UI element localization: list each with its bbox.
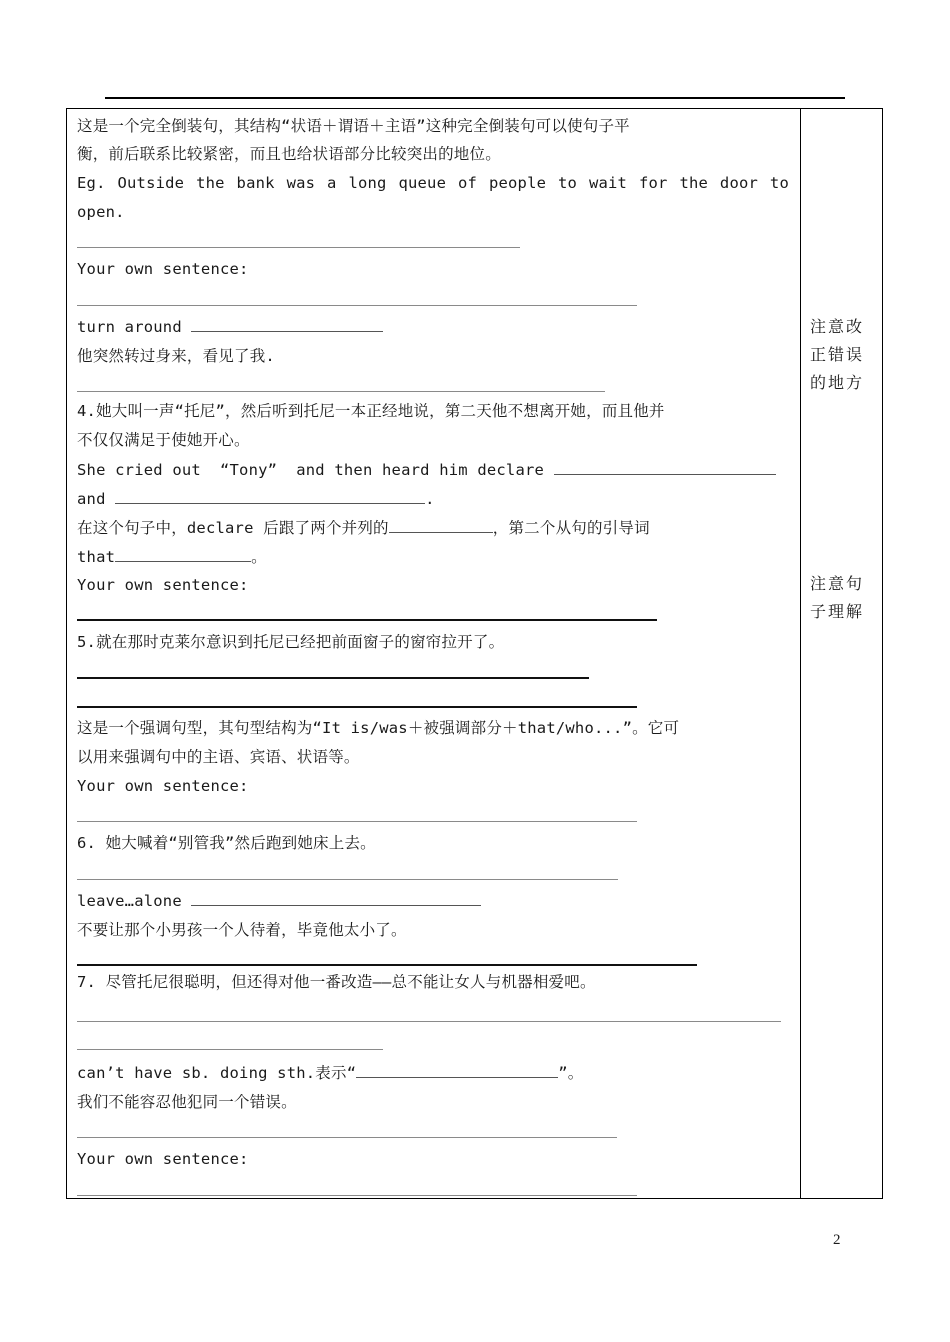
text-line: 我们不能容忍他犯同一个错误。: [77, 1093, 297, 1111]
answer-blank[interactable]: [389, 518, 493, 533]
grammar-note: [77, 518, 650, 538]
answer-blank[interactable]: [191, 317, 383, 332]
side-note-line: 注意句: [810, 574, 865, 593]
answer-line[interactable]: [77, 677, 589, 679]
sentence-with-blank: and .: [77, 490, 435, 508]
answer-line[interactable]: [77, 247, 520, 248]
side-note-line: 子理解: [810, 602, 865, 621]
page-number: 2: [833, 1232, 841, 1248]
answer-line[interactable]: [77, 305, 637, 306]
phrase-prompt: [77, 1063, 583, 1083]
answer-line[interactable]: [77, 964, 697, 966]
side-note-line: 正错误: [810, 345, 865, 364]
answer-line[interactable]: [77, 1049, 383, 1050]
note-text: 。: [251, 548, 267, 566]
text-line: 这是一个完全倒装句，其结构“状语＋谓语＋主语”这种完全倒装句可以使句子平: [77, 117, 630, 135]
phrase-label: can’t have sb. doing sth.表示“: [77, 1064, 357, 1082]
answer-blank[interactable]: [115, 489, 425, 504]
text-line: 他突然转过身来，看见了我.: [77, 347, 275, 365]
header-rule: [105, 97, 845, 99]
text-line: 衡，前后联系比较紧密，而且也给状语部分比较突出的地位。: [77, 145, 501, 163]
sentence-text: She cried out “Tony” and then heard him declare: [77, 461, 545, 479]
answer-line[interactable]: [77, 879, 618, 880]
phrase-label: ”。: [558, 1064, 584, 1082]
question-7: 7. 尽管托尼很聪明，但还得对他一番改造——总不能让女人与机器相爱吧。: [77, 973, 596, 991]
question-6: 6. 她大喊着“别管我”然后跑到她床上去。: [77, 834, 376, 852]
own-sentence-label: Your own sentence:: [77, 260, 249, 278]
answer-blank[interactable]: [356, 1063, 558, 1078]
answer-blank[interactable]: [191, 891, 481, 906]
note-text: ，第二个从句的引导词: [492, 519, 650, 537]
answer-line[interactable]: [77, 821, 637, 822]
text-line: open.: [77, 203, 125, 221]
own-sentence-label: Your own sentence:: [77, 1150, 249, 1168]
answer-line[interactable]: [77, 1021, 781, 1022]
grammar-note: [77, 547, 267, 567]
own-sentence-label: Your own sentence:: [77, 576, 249, 594]
phrase-prompt: [77, 891, 481, 911]
answer-blank[interactable]: [554, 460, 776, 475]
answer-line[interactable]: [77, 1195, 637, 1196]
grammar-note: 这是一个强调句型，其句型结构为“It is/was＋被强调部分＋that/who...”。它可: [77, 719, 680, 737]
side-note-line: 的地方: [810, 373, 865, 392]
worksheet-table: [66, 108, 883, 1199]
side-note-understanding: [810, 570, 880, 626]
text-line: 不仅仅满足于使她开心。: [77, 431, 250, 449]
answer-blank[interactable]: [115, 547, 251, 562]
column-divider: [800, 109, 801, 1198]
grammar-note: 以用来强调句中的主语、宾语、状语等。: [77, 748, 360, 766]
side-note-correction: [810, 313, 880, 397]
question-5: 5.就在那时克莱尔意识到托尼已经把前面窗子的窗帘拉开了。: [77, 633, 505, 651]
answer-line[interactable]: [77, 706, 637, 708]
note-text: that: [77, 548, 116, 566]
answer-line[interactable]: [77, 619, 657, 621]
sentence-with-blank: [77, 460, 776, 480]
phrase-label: turn around: [77, 318, 182, 336]
text-line: 不要让那个小男孩一个人待着，毕竟他太小了。: [77, 921, 407, 939]
note-text: 在这个句子中，declare 后跟了两个并列的: [77, 519, 389, 537]
phrase-prompt: [77, 317, 383, 337]
answer-line[interactable]: [77, 1137, 617, 1138]
example-sentence: Eg. Outside the bank was a long queue of people to wait for the door to: [77, 174, 789, 192]
side-note-line: 注意改: [810, 317, 865, 336]
own-sentence-label: Your own sentence:: [77, 777, 249, 795]
sentence-text: and: [77, 490, 106, 508]
question-4: 4.她大叫一声“托尼”，然后听到托尼一本正经地说，第二天他不想离开她，而且他并: [77, 402, 665, 420]
answer-line[interactable]: [77, 391, 605, 392]
phrase-label: leave…alone: [77, 892, 182, 910]
